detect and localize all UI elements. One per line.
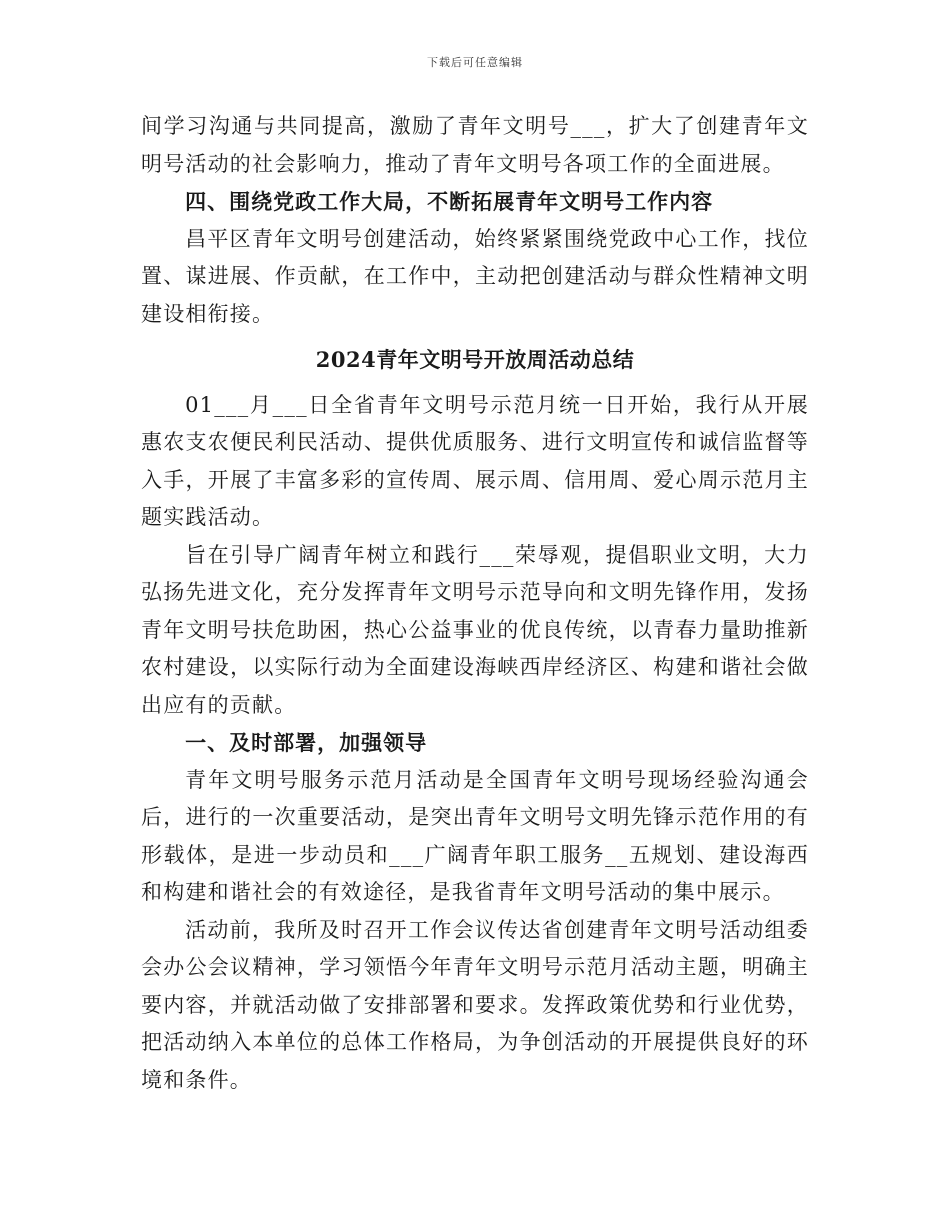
paragraph-service-month: 青年文明号服务示范月活动是全国青年文明号现场经验沟通会后，进行的一次重要活动，是突出青年文明号文明先锋示范作用的有形载体，是进一步动员和___广阔青年职工服务__五规划、建设海西和构建和谐社会的有效途径，是我省青年文明号活动的集中展示。	[141, 767, 809, 904]
paragraph-purpose: 旨在引导广阔青年树立和践行___荣辱观，提倡职业文明，大力弘扬先进文化，充分发挥青年文明号示范导向和文明先锋作用，发扬青年文明号扶危助困，热心公益事业的优良传统，以青春力量助推新农村建设，以实际行动为全面建设海峡西岸经济区、构建和谐社会做出应有的贡献。	[141, 542, 809, 717]
paragraph-continuation: 间学习沟通与共同提高，激励了青年文明号___，扩大了创建青年文明号活动的社会影响力，推动了青年文明号各项工作的全面进展。	[141, 114, 809, 176]
header-note: 下载后可任意编辑	[427, 56, 523, 69]
section-heading-one: 一、及时部署，加强领导	[185, 730, 428, 755]
paragraph-before-activity: 活动前，我所及时召开工作会议传达省创建青年文明号活动组委会办公会议精神，学习领悟今年青年文明号示范月活动主题，明确主要内容，并就活动做了安排部署和要求。发挥政策优势和行业优势，把活动纳入本单位的总体工作格局，为争创活动的开展提供良好的环境和条件。	[141, 917, 809, 1092]
paragraph-changping: 昌平区青年文明号创建活动，始终紧紧围绕党政中心工作，找位置、谋进展、作贡献，在工作中，主动把创建活动与群众性精神文明建设相衔接。	[141, 226, 809, 326]
section-heading-four: 四、围绕党政工作大局，不断拓展青年文明号工作内容	[185, 189, 714, 214]
document-title: 2024青年文明号开放周活动总结	[315, 347, 635, 372]
document-body	[141, 108, 809, 1099]
paragraph-intro: 01___月___日全省青年文明号示范月统一日开始，我行从开展惠农支农便民利民活动、提供优质服务、进行文明宣传和诚信监督等入手，开展了丰富多彩的宣传周、展示周、信用周、爱心周示范月主题实践活动。	[141, 392, 809, 529]
